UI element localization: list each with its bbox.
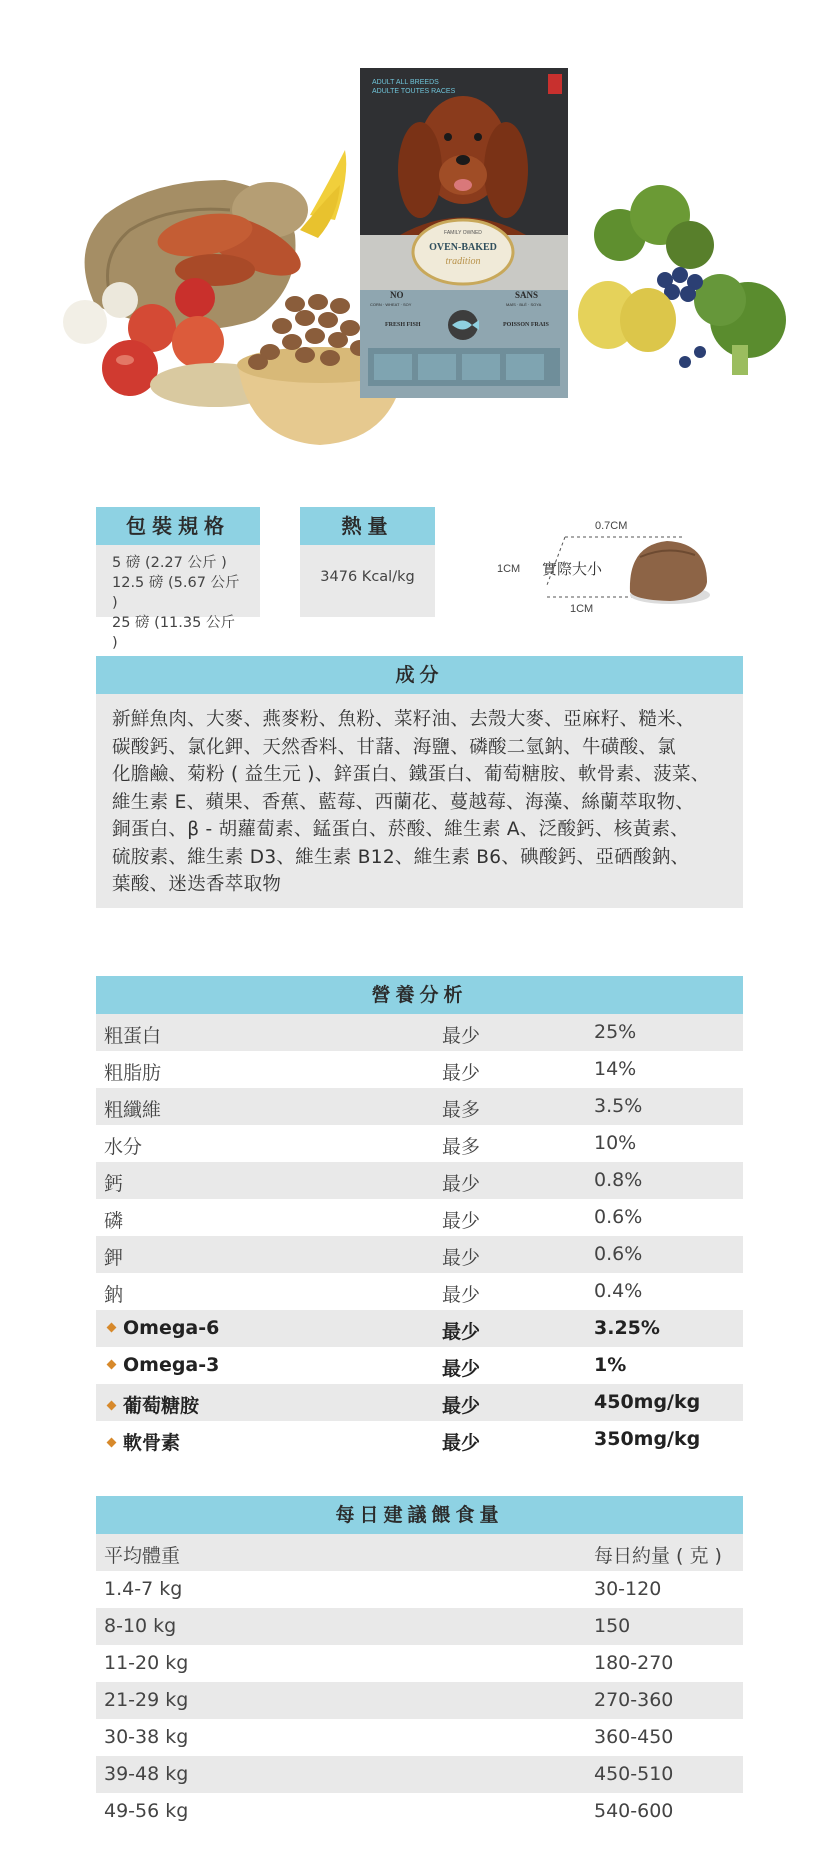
analysis-row [96, 1051, 743, 1088]
nutrient-value: 10% [594, 1132, 637, 1154]
feeding-weight: 8-10 kg [104, 1615, 177, 1637]
nutrient-value: 350mg/kg [594, 1428, 701, 1450]
bag-sans-sub: MAÏS · BLÉ · SOYA [506, 302, 542, 307]
kibble-size-caption: 實際大小 [542, 560, 603, 578]
nutrient-value: 3.5% [594, 1095, 643, 1117]
nutrient-value: 450mg/kg [594, 1391, 701, 1413]
nutrient-name: 鈉 [104, 1284, 124, 1306]
analysis-row [96, 1014, 743, 1051]
analysis-row [96, 1199, 743, 1236]
kibble-height-label: 1CM [497, 563, 521, 575]
feeding-amount-header: 每日約量 ( 克 ) [594, 1545, 722, 1567]
ingredients-line: 葉酸、迷迭香萃取物 [112, 874, 282, 895]
analysis-row-highlight [96, 1310, 743, 1347]
analysis-row [96, 1273, 743, 1310]
nutrient-value: 14% [594, 1058, 637, 1080]
nutrient-qualifier: 最多 [442, 1136, 481, 1158]
nutrient-qualifier: 最少 [442, 1025, 481, 1047]
nutrient-value: 1% [594, 1354, 627, 1376]
nutrient-name: 粗脂肪 [104, 1062, 162, 1084]
bag-top-line-2: ADULTE TOUTES RACES [372, 88, 456, 95]
nutrient-value: 3.25% [594, 1317, 660, 1339]
nutrient-name: 水分 [104, 1136, 143, 1158]
bag-no-label: NO [390, 290, 404, 300]
nutrient-name: 粗蛋白 [104, 1025, 162, 1047]
calorie-title: 熱量 [300, 507, 435, 545]
feeding-amount: 540-600 [594, 1800, 674, 1822]
feeding-row [96, 1645, 743, 1682]
feeding-amount: 360-450 [594, 1726, 674, 1748]
calorie-value: 3476 Kcal/kg [320, 569, 415, 585]
nutrient-qualifier: 最多 [442, 1099, 481, 1121]
package-size-title: 包裝規格 [96, 507, 260, 545]
feeding-row [96, 1793, 743, 1830]
kibble-size-diagram [495, 507, 735, 617]
analysis-row-highlight [96, 1347, 743, 1384]
ingredients-text [96, 694, 743, 908]
analysis-row-highlight [96, 1384, 743, 1421]
nutrient-value: 0.8% [594, 1169, 643, 1191]
analysis-row-highlight [96, 1421, 743, 1458]
kibble-depth-label: 1CM [570, 603, 594, 615]
diamond-bullet-icon [107, 1359, 117, 1369]
nutrient-qualifier: 最少 [442, 1210, 481, 1232]
feeding-title: 每日建議餵食量 [96, 1496, 743, 1534]
analysis-row [96, 1125, 743, 1162]
feeding-weight: 21-29 kg [104, 1689, 189, 1711]
feeding-row [96, 1756, 743, 1793]
bag-brand-small: FAMILY OWNED [444, 230, 482, 236]
nutrient-value: 25% [594, 1021, 637, 1043]
feeding-row [96, 1571, 743, 1608]
diamond-bullet-icon [107, 1400, 117, 1410]
kibble-photo [630, 541, 710, 604]
bag-fish-right: POISSON FRAIS [503, 322, 549, 328]
diamond-bullet-icon [107, 1322, 117, 1332]
feeding-weight: 30-38 kg [104, 1726, 189, 1748]
nutrient-name: 葡萄糖胺 [123, 1395, 200, 1417]
package-size-line: 5 磅 (2.27 公斤 ) [112, 555, 227, 571]
ingredients-line: 銅蛋白、β - 胡蘿蔔素、錳蛋白、菸酸、維生素 A、泛酸鈣、核黃素、 [112, 819, 689, 840]
ingredients-line: 新鮮魚肉、大麥、燕麥粉、魚粉、菜籽油、去殼大麥、亞麻籽、糙米、 [112, 709, 695, 730]
nutrient-value: 0.6% [594, 1206, 643, 1228]
nutrient-name: 粗纖維 [104, 1099, 162, 1121]
pear-illustration [578, 281, 676, 352]
brand-logo [413, 220, 513, 284]
product-hero-image [0, 0, 833, 470]
nutrient-name: Omega-3 [123, 1354, 220, 1376]
nutrient-qualifier: 最少 [442, 1173, 481, 1195]
feeding-header-row [96, 1534, 743, 1571]
analysis-title: 營養分析 [96, 976, 743, 1014]
nutrient-value: 0.4% [594, 1280, 643, 1302]
calorie-box [300, 507, 435, 617]
package-size-line: 12.5 磅 (5.67 公斤 ) [112, 575, 240, 611]
ingredients-line: 維生素 E、蘋果、香蕉、藍莓、西蘭花、蔓越莓、海藻、絲蘭萃取物、 [112, 791, 695, 813]
analysis-row [96, 1088, 743, 1125]
nutrient-qualifier: 最少 [442, 1395, 481, 1417]
diamond-bullet-icon [107, 1437, 117, 1447]
feeding-weight: 39-48 kg [104, 1763, 189, 1785]
nutrient-value: 0.6% [594, 1243, 643, 1265]
kibble-width-label: 0.7CM [595, 520, 628, 532]
feeding-weight: 11-20 kg [104, 1652, 189, 1674]
ingredients-line: 硫胺素、維生素 D3、維生素 B12、維生素 B6、碘酸鈣、亞硒酸鈉、 [112, 846, 690, 868]
nutrient-qualifier: 最少 [442, 1432, 481, 1454]
analysis-row [96, 1236, 743, 1273]
package-size-box [96, 507, 260, 651]
feeding-row [96, 1682, 743, 1719]
ingredients-line: 碳酸鈣、氯化鉀、天然香料、甘藷、海鹽、磷酸二氫鈉、牛磺酸、氯 [112, 736, 677, 758]
analysis-row [96, 1162, 743, 1199]
feeding-weight-header: 平均體重 [104, 1545, 181, 1567]
feeding-amount: 180-270 [594, 1652, 674, 1674]
feeding-weight: 49-56 kg [104, 1800, 189, 1822]
nutrient-qualifier: 最少 [442, 1321, 481, 1343]
feeding-row [96, 1719, 743, 1756]
feeding-amount: 30-120 [594, 1578, 662, 1600]
bag-brand-line-1: OVEN-BAKED [429, 242, 497, 253]
feeding-weight: 1.4-7 kg [104, 1578, 183, 1600]
nutrient-name: 磷 [104, 1210, 124, 1232]
bag-brand-line-2: tradition [445, 256, 481, 267]
package-size-line: 25 磅 (11.35 公斤 ) [112, 615, 235, 651]
nutrient-name: Omega-6 [123, 1317, 220, 1339]
nutrient-qualifier: 最少 [442, 1062, 481, 1084]
nutrient-qualifier: 最少 [442, 1284, 481, 1306]
ingredients-title: 成分 [96, 656, 743, 694]
product-bag [360, 68, 568, 398]
feeding-row [96, 1608, 743, 1645]
feeding-amount: 270-360 [594, 1689, 674, 1711]
feeding-amount: 450-510 [594, 1763, 674, 1785]
banana-illustration [300, 150, 346, 238]
bag-fish-left: FRESH FISH [385, 322, 421, 328]
feeding-amount: 150 [594, 1615, 631, 1637]
nutrient-name: 軟骨素 [123, 1432, 181, 1454]
ingredients-line: 化膽鹼、菊粉 ( 益生元 )、鋅蛋白、鐵蛋白、葡萄糖胺、軟骨素、菠菜、 [112, 764, 710, 785]
nutrient-qualifier: 最少 [442, 1247, 481, 1269]
bag-top-line-1: ADULT ALL BREEDS [372, 79, 439, 86]
nutrient-name: 鈣 [104, 1173, 124, 1195]
bag-sans-label: SANS [515, 290, 539, 300]
bag-no-sub: CORN · WHEAT · SOY [370, 302, 412, 307]
nutrient-name: 鉀 [104, 1247, 124, 1269]
nutrient-qualifier: 最少 [442, 1358, 481, 1380]
